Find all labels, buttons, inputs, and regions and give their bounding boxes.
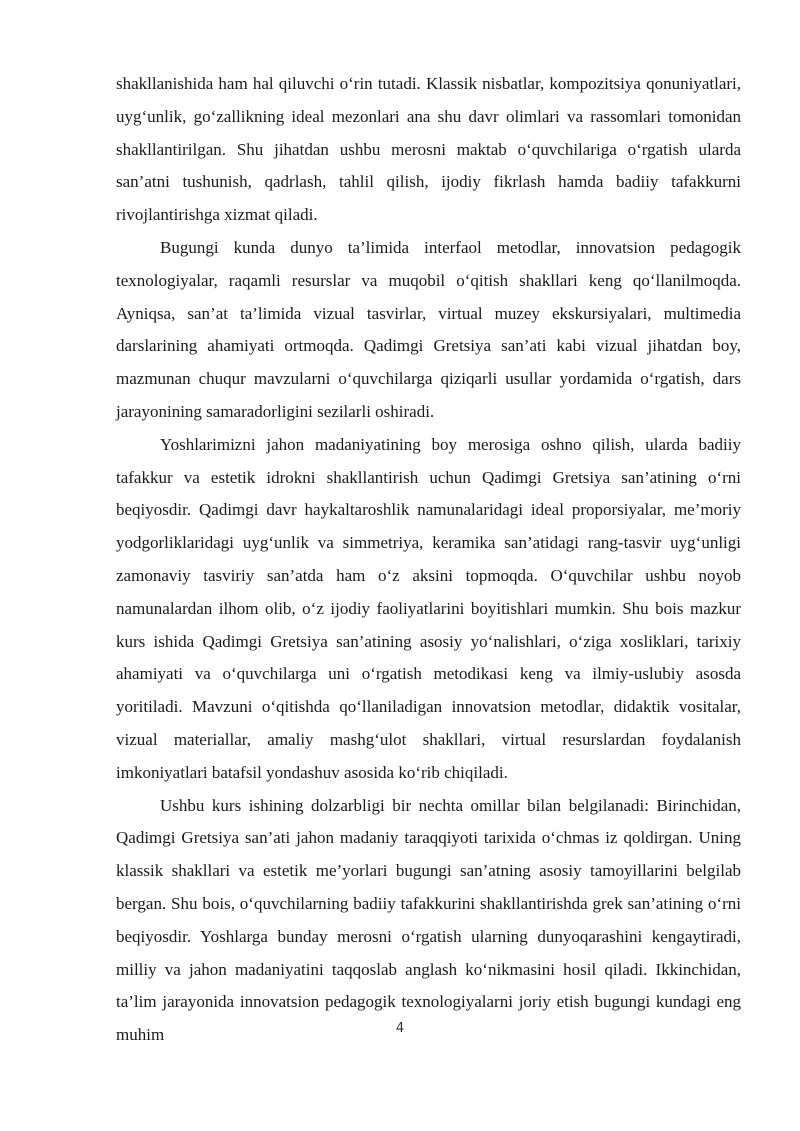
paragraph-relevance: Ushbu kurs ishining dolzarbligi bir nechta omillar bilan belgilanadi: Birinchidan, Qadimgi Gretsiya san’ati jahon madaniy taraqqiyoti tarixida o‘chmas iz qoldirgan. Uning klassik shakllari va estetik me’yorlari bugungi san’atning asosiy tamoyillarini belgilab bergan. Shu bois, o‘quvchilarning badiiy tafakkurini shakllantirishda grek san’atining o‘rni beqiyosdir. Yoshlarga bunday merosni o‘rgatish ularning dunyoqarashini kengaytiradi, milliy va jahon madaniyatini taqqoslab anglash ko‘nikmasini hosil qiladi. Ikkinchidan, ta’lim jarayonida innovatsion pedagogik texnologiyalarni joriy etish bugungi kundagi eng muhim bbox=[116, 795, 741, 1045]
page-body bbox=[116, 68, 741, 1052]
paragraph-interactive-methods: Bugungi kunda dunyo ta’limida interfaol metodlar, innovatsion pedagogik texnologiyalar, raqamli resurslar va muqobil o‘qitish shakllari keng qo‘llanilmoqda. Ayniqsa, san’at ta’limida vizual tasvirlar, virtual muzey ekskursiyalari, multimedia darslarining ahamiyati ortmoqda. Qadimgi Gretsiya san’ati kabi vizual jihatdan boy, mazmunan chuqur mavzularni o‘quvchilarga qiziqarli usullar yordamida o‘rgatish, dars jarayonining samaradorligini sezilarli oshiradi. bbox=[116, 237, 741, 421]
paragraph-continuation: shakllanishida ham hal qiluvchi o‘rin tutadi. Klassik nisbatlar, kompozitsiya qonuniyatlari, uyg‘unlik, go‘zallikning ideal mezonlari ana shu davr olimlari va rassomlari tomonidan shakllantirilgan. Shu jihatdan ushbu merosni maktab o‘quvchilariga o‘rgatish ularda san’atni tushunish, qadrlash, tahlil qilish, ijodiy fikrlash hamda badiiy tafakkurni rivojlantirishga xizmat qiladi. bbox=[116, 74, 741, 225]
page-number: 4 bbox=[395, 1021, 405, 1036]
paragraph-greek-art-heritage: Yoshlarimizni jahon madaniyatining boy merosiga oshno qilish, ularda badiiy tafakkur va estetik idrokni shakllantirish uchun Qadimgi Gretsiya san’atining o‘rni beqiyosdir. Qadimgi davr haykaltaroshlik namunalaridagi ideal proporsiyalar, me’moriy yodgorliklaridagi uyg‘unlik va simmetriya, keramika san’atidagi rang-tasvir uyg‘unligi zamonaviy tasviriy san’atda ham o‘z aksini topmoqda. O‘quvchilar ushbu noyob namunalardan ilhom olib, o‘z ijodiy faoliyatlarini boyitishlari mumkin. Shu bois mazkur kurs ishida Qadimgi Gretsiya san’atining asosiy yo‘nalishlari, o‘ziga xosliklari, tarixiy ahamiyati va o‘quvchilarga uni o‘rgatish metodikasi keng va ilmiy-uslubiy asosda yoritiladi. Mavzuni o‘qitishda qo‘llaniladigan innovatsion metodlar, didaktik vositalar, vizual materiallar, amaliy mashg‘ulot shakllari, virtual resurslardan foydalanish imkoniyatlari batafsil yondashuv asosida ko‘rib chiqiladi. bbox=[116, 434, 741, 782]
